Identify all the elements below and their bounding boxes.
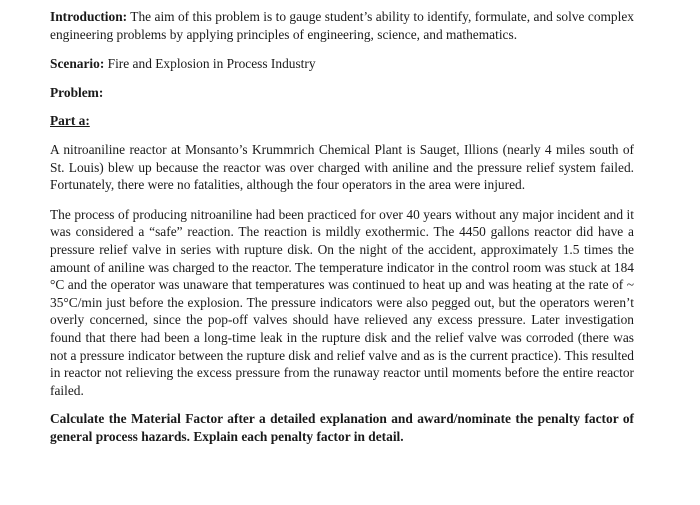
introduction-label: Introduction: <box>50 9 128 24</box>
process-paragraph: The process of producing nitroaniline had been practiced for over 40 years without any major incident and it was considered a “safe” reaction. The reaction is mildly exothermic. The 4450 gallons reactor did have a pressure relief valve in series with rupture disk. On the night of the accident, approximately 1.5 times the amount of aniline was charged to the reactor. The temperature indicator in the control room was stuck at 184 °C and the operator was unaware that temperatures was continued to heat up and was heating at the rate of ~ 35°C/min just before the explosion. The pressure indicators were also pegged out, but the operators weren’t overly concerned, since the pop-off valves should have relieved any excess pressure. Later investigation found that there had been a long-time leak in the rupture disk and the relief valve was corroded (there was not a pressure indicator between the rupture disk and relief valve and as is the current practice). This resulted in reactor not relieving the excess pressure from the runaway reactor until moments before the entire reactor failed. <box>50 206 634 398</box>
problem-heading: Problem: <box>50 84 104 100</box>
incident-paragraph: A nitroaniline reactor at Monsanto’s Krummrich Chemical Plant is Sauget, Illions (nearly 4 miles south of St. Louis) blew up because the reactor was over charged with aniline and the pressure relief system failed. Fortunately, there were no fatalities, although the four operators in the area were injured. <box>50 141 634 193</box>
introduction-paragraph <box>50 8 634 43</box>
part-a-heading: Part a: <box>50 113 90 129</box>
task-statement: Calculate the Material Factor after a detailed explanation and award/nominate the penalty factor of general process hazards. Explain each penalty factor in detail. <box>50 411 634 444</box>
scenario-paragraph <box>50 55 634 73</box>
scenario-text: Fire and Explosion in Process Industry <box>104 56 316 72</box>
introduction-text: The aim of this problem is to gauge student’s ability to identify, formulate, and solve complex engineering problems by applying principles of engineering, science, and mathematics. <box>50 9 634 42</box>
scenario-label: Scenario: <box>50 56 105 72</box>
